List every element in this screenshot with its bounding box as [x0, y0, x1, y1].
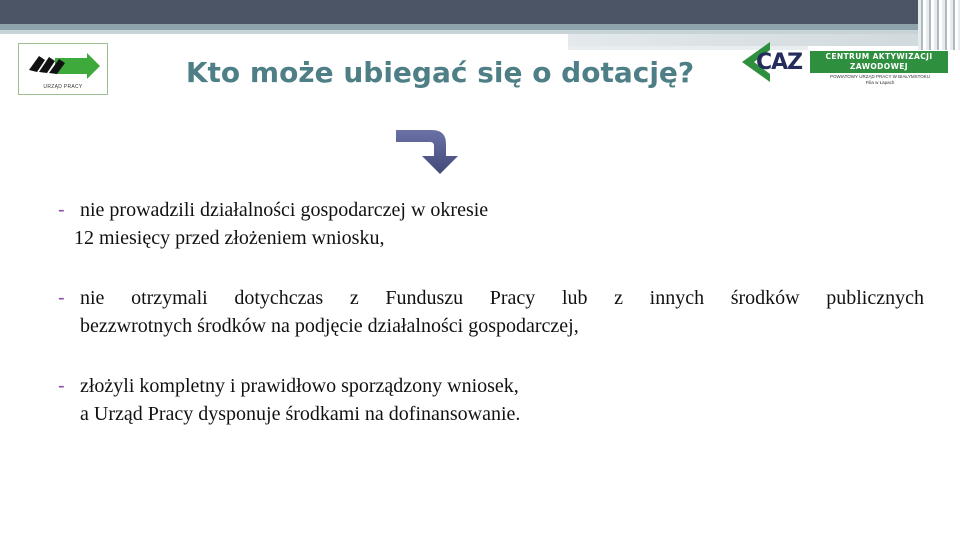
caz-subtitle-line1: POWIATOWY URZĄD PRACY W BIAŁYMSTOKU — [829, 74, 931, 79]
bullet-marker: - — [58, 199, 65, 221]
list-item — [58, 284, 924, 340]
caz-mark: CAZ — [756, 50, 803, 75]
bullet-text-line: nie otrzymali dotychczas z Funduszu Pracy lub z innych środków publicznych — [80, 287, 924, 309]
bullet-marker: - — [58, 287, 65, 309]
bullet-text-line: bezzwrotnych środków na podjęcie działalności gospodarczej, — [80, 315, 579, 337]
caz-logo — [738, 38, 950, 94]
list-item — [58, 372, 924, 428]
urzad-pracy-caption: URZĄD PRACY — [43, 84, 83, 90]
caz-banner-line2: ZAWODOWEJ — [850, 62, 908, 71]
caz-subtitle-line2: Filia w Łapach — [865, 80, 895, 85]
bullet-text-line: nie prowadzili działalności gospodarczej w okresie — [80, 199, 489, 221]
slide-title: Kto może ubiegać się o dotację? — [185, 56, 695, 89]
curved-arrow-down-right-icon — [392, 126, 462, 176]
urzad-pracy-logo-icon — [25, 50, 101, 84]
header-band — [0, 0, 960, 24]
urzad-pracy-logo — [18, 43, 108, 95]
caz-banner-line1: CENTRUM AKTYWIZACJI — [825, 52, 933, 61]
caz-subtitle — [810, 74, 950, 86]
bullet-text-line: 12 miesięcy przed złożeniem wniosku, — [74, 227, 385, 249]
caz-banner — [810, 51, 948, 73]
list-item — [58, 196, 924, 252]
bullet-text-line: a Urząd Pracy dysponuje środkami na dofinansowanie. — [80, 403, 521, 425]
bullet-marker: - — [58, 375, 65, 397]
bullet-text-line: złożyli kompletny i prawidłowo sporządzony wniosek, — [80, 375, 519, 397]
